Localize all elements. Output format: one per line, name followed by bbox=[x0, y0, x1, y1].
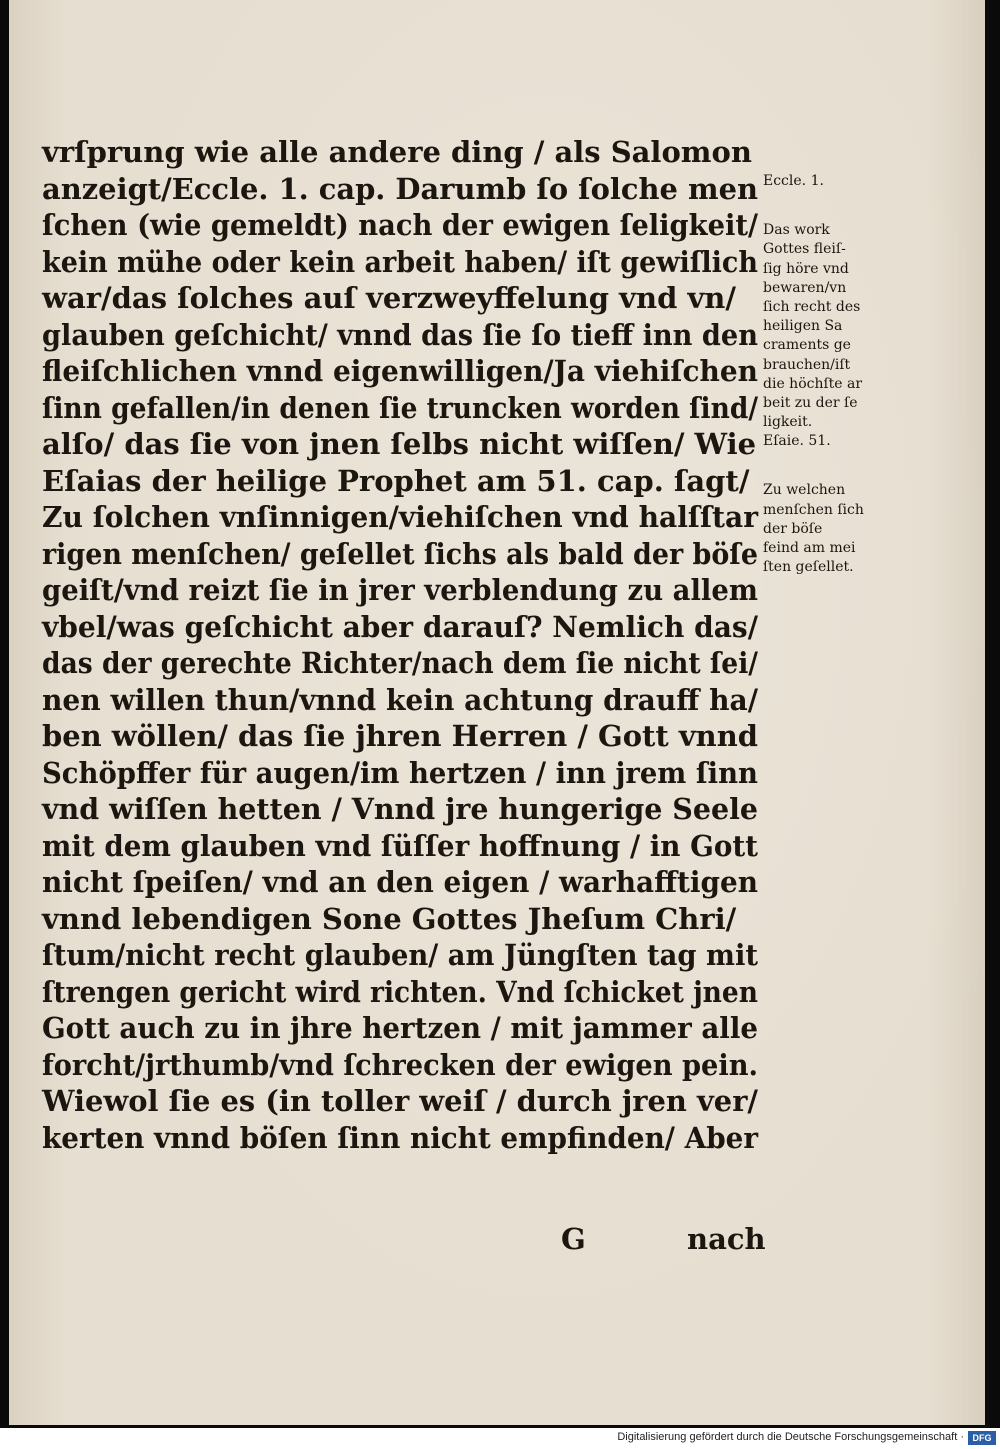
text-line bbox=[42, 1047, 762, 1084]
text-line-content: ſinn gefallen/in denen ſie truncken worden ſind/ bbox=[42, 390, 758, 425]
text-line-content: geiſt/vnd reizt ſie in jrer verblendung zu allem bbox=[42, 573, 758, 607]
catchword: nach bbox=[687, 1222, 766, 1256]
text-line-content: vbel/was geſchicht aber darauſ? Nemlich das/ bbox=[42, 609, 758, 644]
text-line-content: ſtum/nicht recht glauben/ am Jüngſten tag mit bbox=[42, 938, 758, 972]
margin-note-line: menſchen ſich bbox=[763, 501, 864, 518]
margin-note-line: brauchen/iſt bbox=[763, 356, 851, 373]
text-line-content: forcht/jrthumb/vnd ſchrecken der ewigen pein. bbox=[42, 1047, 758, 1082]
margin-note-line: Zu welchen bbox=[763, 482, 846, 499]
text-line-content: Eſaias der heilige Prophet am 51. cap. ſagt/ bbox=[42, 463, 750, 498]
margin-note-line: Gottes fleiſ- bbox=[763, 241, 846, 258]
text-line-content: vnd wiſſen hetten / Vnnd jre hungerige Seele bbox=[42, 792, 758, 826]
page-foot bbox=[42, 1222, 766, 1262]
text-line-content: war/das ſolches auſ verzweyffelung vnd vn/ bbox=[42, 281, 736, 315]
text-line bbox=[42, 499, 762, 536]
text-line-content: nicht ſpeiſen/ vnd an den eigen / warhafftigen bbox=[42, 865, 758, 899]
text-line bbox=[42, 755, 762, 792]
text-line-content: ſtrengen gericht wird richten. Vnd ſchicket jnen bbox=[42, 974, 758, 1009]
text-line bbox=[42, 463, 762, 500]
text-line bbox=[42, 609, 762, 646]
text-line-content: Wiewol ſie es (in toller weiſ / durch jren ver/ bbox=[42, 1084, 758, 1118]
digitization-footer bbox=[0, 1428, 1000, 1449]
margin-note-line: beit zu der ſe bbox=[763, 394, 858, 411]
dfg-logo-icon: DFG bbox=[968, 1431, 996, 1445]
margin-note-line: der böſe bbox=[763, 520, 823, 537]
text-line bbox=[42, 828, 762, 865]
margin-note-line: ſig höre vnd bbox=[763, 260, 849, 277]
text-line bbox=[42, 390, 762, 427]
text-line bbox=[42, 536, 762, 573]
text-line-content: kein mühe oder kein arbeit haben/ iſt gewiſlich bbox=[42, 244, 758, 279]
text-line bbox=[42, 572, 762, 609]
text-line-content: Schöpffer für augen/im hertzen / inn jrem ſinn bbox=[42, 755, 758, 790]
text-line-content: alſo/ das ſie von jnen ſelbs nicht wiſſen/ Wie bbox=[42, 427, 757, 461]
margin-note-spacer bbox=[763, 451, 893, 481]
text-line bbox=[42, 791, 762, 828]
margin-notes bbox=[763, 172, 893, 577]
book-page bbox=[9, 0, 985, 1425]
text-line bbox=[42, 426, 762, 463]
margin-note-spacer bbox=[763, 191, 893, 221]
text-line-content: nen willen thun/vnnd kein achtung drauff ha/ bbox=[42, 682, 758, 717]
margin-note-line: ſich recht des bbox=[763, 298, 861, 315]
text-line bbox=[42, 1120, 762, 1157]
margin-note-line: heiligen Sa bbox=[763, 318, 843, 335]
text-line bbox=[42, 864, 762, 901]
signature-mark: G bbox=[561, 1222, 586, 1256]
text-line-content: anzeigt/Eccle. 1. cap. Darumb ſo ſolche men bbox=[42, 171, 758, 206]
margin-note-line: ſten geſellet. bbox=[763, 559, 854, 576]
footer-credit: Digitalisierung gefördert durch die Deutsche Forschungsgemeinschaft · bbox=[617, 1431, 964, 1443]
text-line bbox=[42, 937, 762, 974]
margin-note-line: Das work bbox=[763, 222, 830, 239]
text-line bbox=[42, 280, 762, 317]
text-line bbox=[42, 244, 762, 281]
text-line-content: vnnd lebendigen Sone Gottes Jheſum Chri/ bbox=[42, 901, 737, 936]
text-line-content: das der gerechte Richter/nach dem ſie nicht ſei/ bbox=[42, 646, 758, 680]
text-line bbox=[42, 718, 762, 755]
text-line-content: kerten vnnd böſen ſinn nicht empfinden/ Aber bbox=[42, 1120, 758, 1155]
text-line-content: ſchen (wie gemeldt) nach der ewigen ſeligkeit/ bbox=[42, 208, 758, 242]
text-line bbox=[42, 1010, 762, 1047]
margin-note-line: Eſaie. 51. bbox=[763, 433, 831, 450]
text-line-content: glauben geſchicht/ vnnd das ſie ſo tieff inn den bbox=[42, 317, 758, 352]
text-line bbox=[42, 171, 762, 208]
text-line-content: Zu ſolchen vnſinnigen/viehiſchen vnd halſſtar bbox=[42, 500, 758, 534]
main-text-block bbox=[42, 134, 762, 1156]
text-line-content: fleiſchlichen vnnd eigenwilligen/Ja viehiſchen bbox=[42, 354, 758, 388]
margin-note-line: Eccle. 1. bbox=[763, 173, 824, 189]
margin-note-line: die höchſte ar bbox=[763, 375, 863, 392]
text-line bbox=[42, 207, 762, 244]
margin-note-line: bewaren/vn bbox=[763, 279, 847, 296]
text-line bbox=[42, 317, 762, 354]
text-line-content: Gott auch zu in jhre hertzen / mit jammer alle bbox=[42, 1011, 758, 1045]
text-line bbox=[42, 682, 762, 719]
text-line-content: ben wöllen/ das ſie jhren Herren / Gott vnnd bbox=[42, 719, 758, 753]
text-line bbox=[42, 645, 762, 682]
margin-note-line: craments ge bbox=[763, 337, 851, 354]
text-line bbox=[42, 901, 762, 938]
text-line bbox=[42, 1083, 762, 1120]
margin-note-line: ligkeit. bbox=[763, 414, 813, 431]
text-line bbox=[42, 134, 762, 171]
text-line bbox=[42, 353, 762, 390]
text-line-content: mit dem glauben vnd ſüſſer hoffnung / in Gott bbox=[42, 828, 758, 863]
text-line bbox=[42, 974, 762, 1011]
text-line-content: vrſprung wie alle andere ding / als Salomon bbox=[42, 135, 752, 169]
text-line-content: rigen menſchen/ geſellet ſichs als bald der böſe bbox=[42, 536, 758, 571]
margin-note-line: feind am mei bbox=[763, 540, 856, 556]
